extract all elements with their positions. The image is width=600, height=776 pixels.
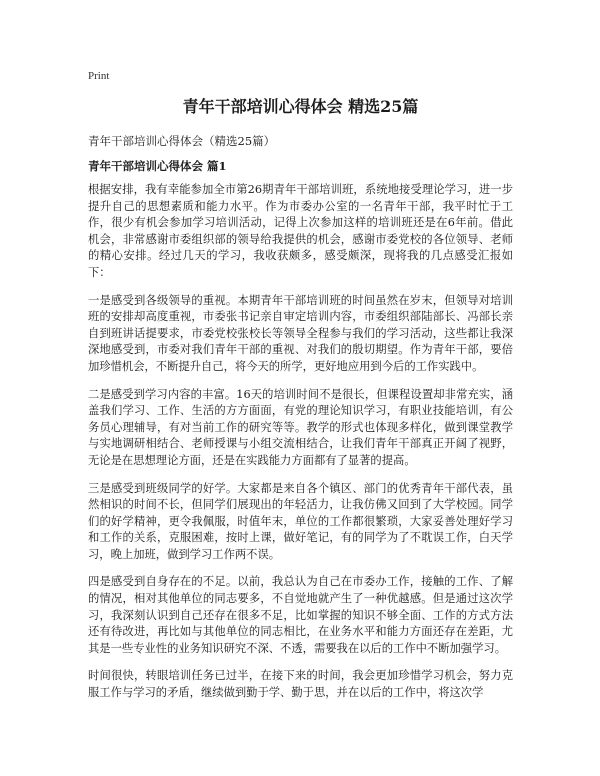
document-subtitle: 青年干部培训心得体会（精选25篇）: [88, 134, 276, 148]
paragraph-5: 四是感受到自身存在的不足。以前，我总认为自己在市委办工作，接触的工作、了解的情况，相对其他单位的同志要多，不自觉地就产生了一种优越感。但是通过这次学习，我深刻认识到自己还存在很多不足，比如掌握的知识不够全面、工作的方式方法还有待改进，再比如与其他单位的同志相比，在业务水平和能力方面还存在差距，尤其是一些专业性的业务知识研究不深、不透，需要我在以后的工作中不断加强学习。: [88, 575, 513, 655]
paragraph-4: 三是感受到班级同学的好学。大家都是来自各个镇区、部门的优秀青年干部代表，虽然相识的时间不长，但同学们展现出的年轻活力，让我仿佛又回到了大学校园。同学们的好学精神，更令我佩服，时值年末，单位的工作都很繁琐，大家妥善处理好学习和工作的关系，克服困难，按时上课，做好笔记，有的同学为了不耽误工作，白天学习，晚上加班，做到学习工作两不误。: [88, 481, 513, 561]
paragraph-2: 一是感受到各级领导的重视。本期青年干部培训班的时间虽然在岁末，但领导对培训班的安排却高度重视，市委张书记亲自审定培训内容，市委组织部陆部长、冯部长亲自到班讲话提要求，市委党校张校长等领导全程参与我们的学习活动，这些都让我深深地感受到，市委对我们青年干部的重视、对我们的殷切期望。作为青年干部，要倍加珍惜机会，不断提升自己，将今天的所学，更好地应用到今后的工作实践中。: [88, 293, 513, 373]
document-title: 青年干部培训心得体会 精选25篇: [182, 97, 419, 116]
print-label[interactable]: Print: [88, 70, 110, 82]
section-heading: 青年干部培训心得体会 篇1: [88, 159, 227, 173]
paragraph-3: 二是感受到学习内容的丰富。16天的培训时间不是很长，但课程设置却非常充实，涵盖我们学习、工作、生活的方方面面，有党的理论知识学习，有职业技能培训，有公务员心理辅导，有对当前工作的研究等等。教学的形式也体现多样化，做到课堂教学与实地调研相结合、老师授课与小组交流相结合，让我们青年干部真正开阔了视野，无论是在思想理论方面，还是在实践能力方面都有了显著的提高。: [88, 387, 513, 467]
paragraph-1: 根据安排，我有幸能参加全市第26期青年干部培训班，系统地接受理论学习，进一步提升自己的思想素质和能力水平。作为市委办公室的一名青年干部，我平时忙于工作，很少有机会参加学习培训活动，记得上次参加这样的培训班还是在6年前。借此机会，非常感谢市委组织部的领导给我提供的机会，感谢市委党校的各位领导、老师的精心安排。经过几天的学习，我收获颇多，感受颇深，现将我的几点感受汇报如下：: [88, 183, 513, 279]
paragraph-6: 时间很快，转眼培训任务已过半，在接下来的时间，我会更加珍惜学习机会，努力克服工作与学习的矛盾，继续做到勤于学、勤于思，并在以后的工作中，将这次学: [88, 669, 513, 700]
article-body: [88, 182, 513, 713]
